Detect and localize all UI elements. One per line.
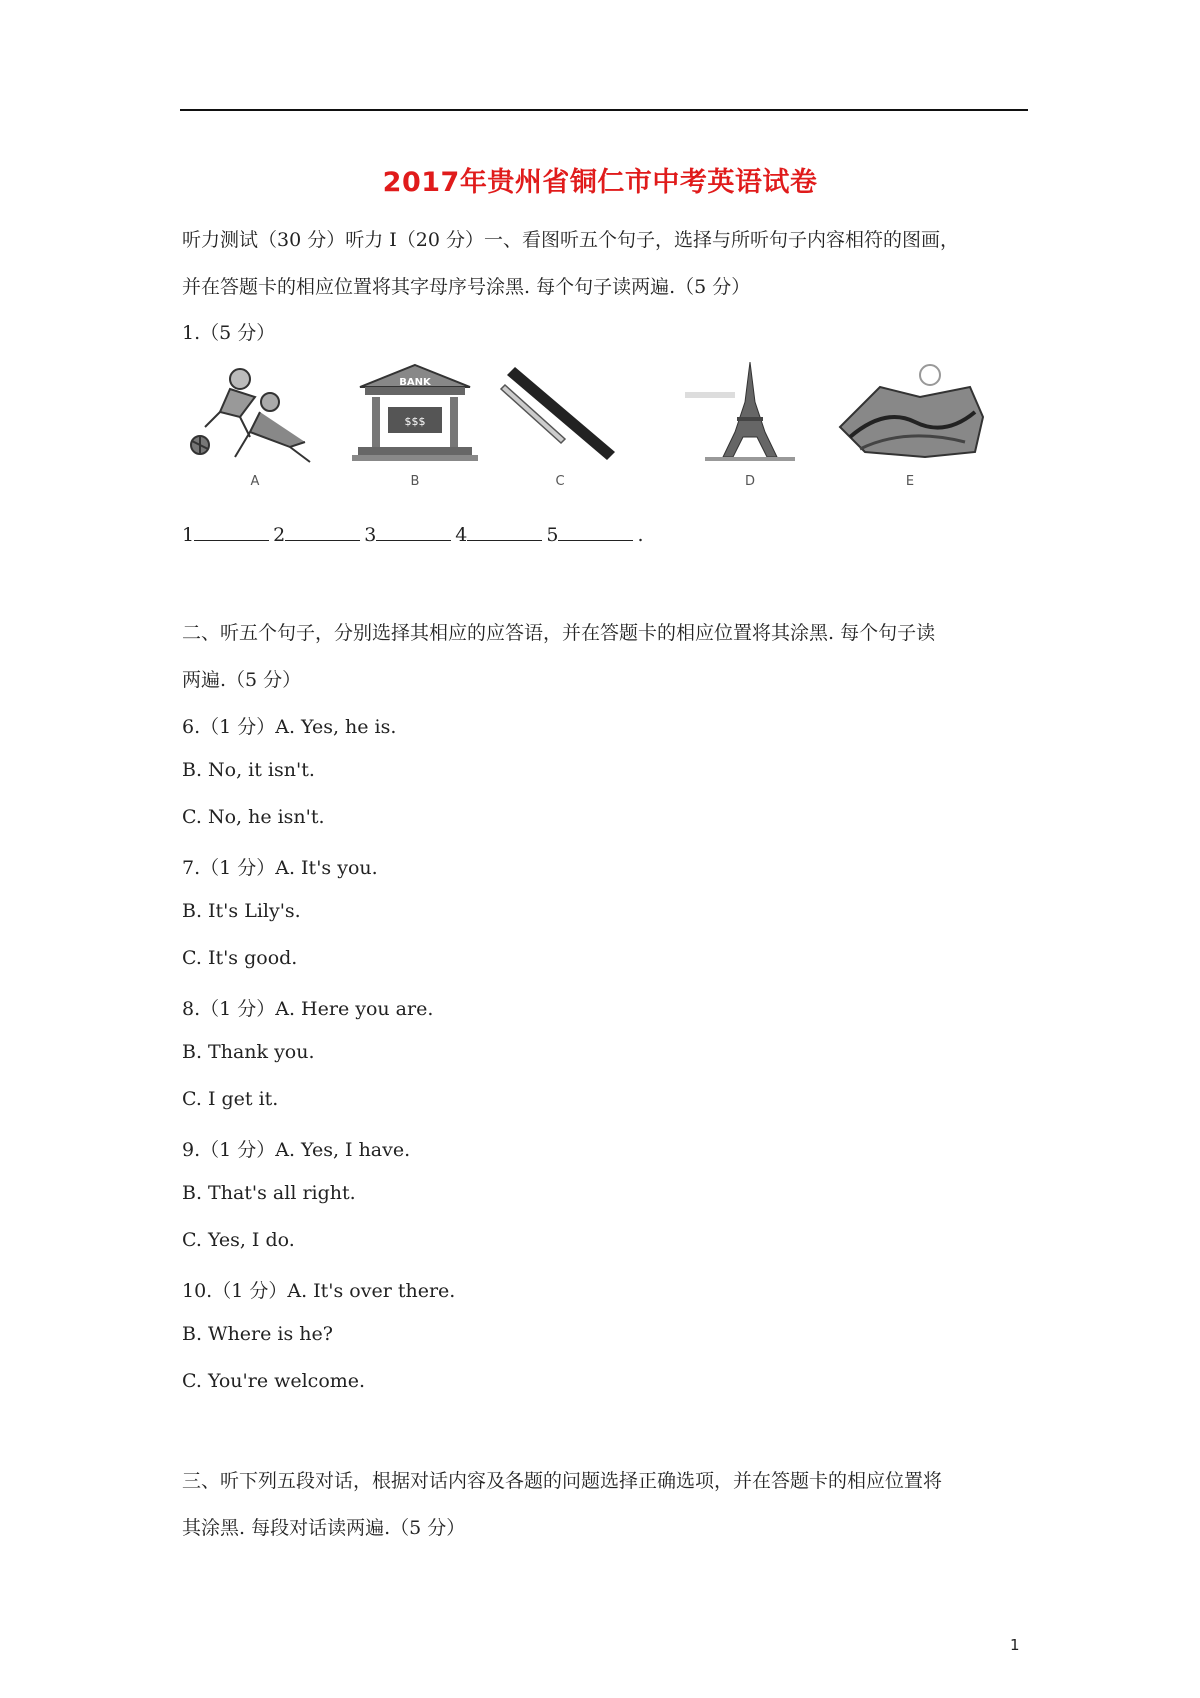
blank-number: 3 — [364, 524, 377, 546]
figure-letter: C — [555, 474, 565, 489]
question-option: 6.（1 分）A. Yes, he is. — [182, 716, 397, 738]
bank-sign: BANK — [399, 377, 431, 388]
question-option: C. No, he isn't. — [182, 806, 325, 828]
question-option: C. I get it. — [182, 1088, 279, 1110]
question-option: 8.（1 分）A. Here you are. — [182, 998, 434, 1020]
figure-a — [180, 357, 330, 497]
great-wall-icon — [835, 357, 985, 472]
question-option: B. That's all right. — [182, 1182, 356, 1204]
answer-blank[interactable] — [467, 522, 542, 541]
question-option: 10.（1 分）A. It's over there. — [182, 1280, 456, 1302]
blank-number: 5 — [546, 524, 559, 546]
figure-letter: A — [250, 474, 260, 489]
pen-icon — [485, 357, 635, 472]
answer-blanks — [182, 522, 644, 546]
question-option: B. It's Lily's. — [182, 900, 301, 922]
header-rule — [180, 109, 1028, 111]
blank-number: 2 — [273, 524, 286, 546]
page-number: 1 — [1010, 1636, 1020, 1654]
page-title: 2017年贵州省铜仁市中考英语试卷 — [382, 167, 818, 198]
figure-letter: B — [410, 474, 420, 489]
question-option: C. You're welcome. — [182, 1370, 366, 1392]
figure-d — [675, 357, 825, 497]
question-option: C. Yes, I do. — [182, 1229, 295, 1251]
bank-money-sign: $$$ — [404, 415, 426, 428]
figure-e — [835, 357, 985, 497]
answer-blank[interactable] — [285, 522, 360, 541]
blank-number: 4 — [455, 524, 468, 546]
question-option: B. No, it isn't. — [182, 759, 315, 781]
eiffel-tower-icon — [675, 357, 825, 472]
figure-letter: E — [905, 474, 915, 489]
blanks-period: . — [637, 524, 644, 546]
intro-line-1: 听力测试（30 分）听力 I（20 分）一、看图听五个句子，选择与所听句子内容相符的图画， — [182, 229, 959, 251]
answer-blank[interactable] — [376, 522, 451, 541]
figure-letter: D — [744, 474, 755, 489]
bank-building-icon — [340, 357, 490, 472]
blank-number: 1 — [182, 524, 195, 546]
question-option: 7.（1 分）A. It's you. — [182, 857, 378, 879]
question-option: C. It's good. — [182, 947, 298, 969]
question-option: B. Thank you. — [182, 1041, 315, 1063]
question-option: B. Where is he? — [182, 1323, 333, 1345]
section-2-line-2: 两遍.（5 分） — [182, 669, 302, 691]
section-2-line-1: 二、听五个句子，分别选择其相应的应答语，并在答题卡的相应位置将其涂黑. 每个句子读 — [182, 622, 936, 644]
question-option: 9.（1 分）A. Yes, I have. — [182, 1139, 411, 1161]
answer-blank[interactable] — [194, 522, 269, 541]
question-1-label: 1.（5 分） — [182, 322, 276, 344]
picture-row — [180, 357, 1060, 497]
basketball-players-icon — [180, 357, 330, 472]
intro-line-2: 并在答题卡的相应位置将其字母序号涂黑. 每个句子读两遍.（5 分） — [182, 276, 751, 298]
figure-c — [485, 357, 635, 497]
figure-b — [340, 357, 490, 497]
answer-blank[interactable] — [558, 522, 633, 541]
section-3-line-1: 三、听下列五段对话，根据对话内容及各题的问题选择正确选项，并在答题卡的相应位置将 — [182, 1470, 943, 1492]
section-3-line-2: 其涂黑. 每段对话读两遍.（5 分） — [182, 1517, 466, 1539]
